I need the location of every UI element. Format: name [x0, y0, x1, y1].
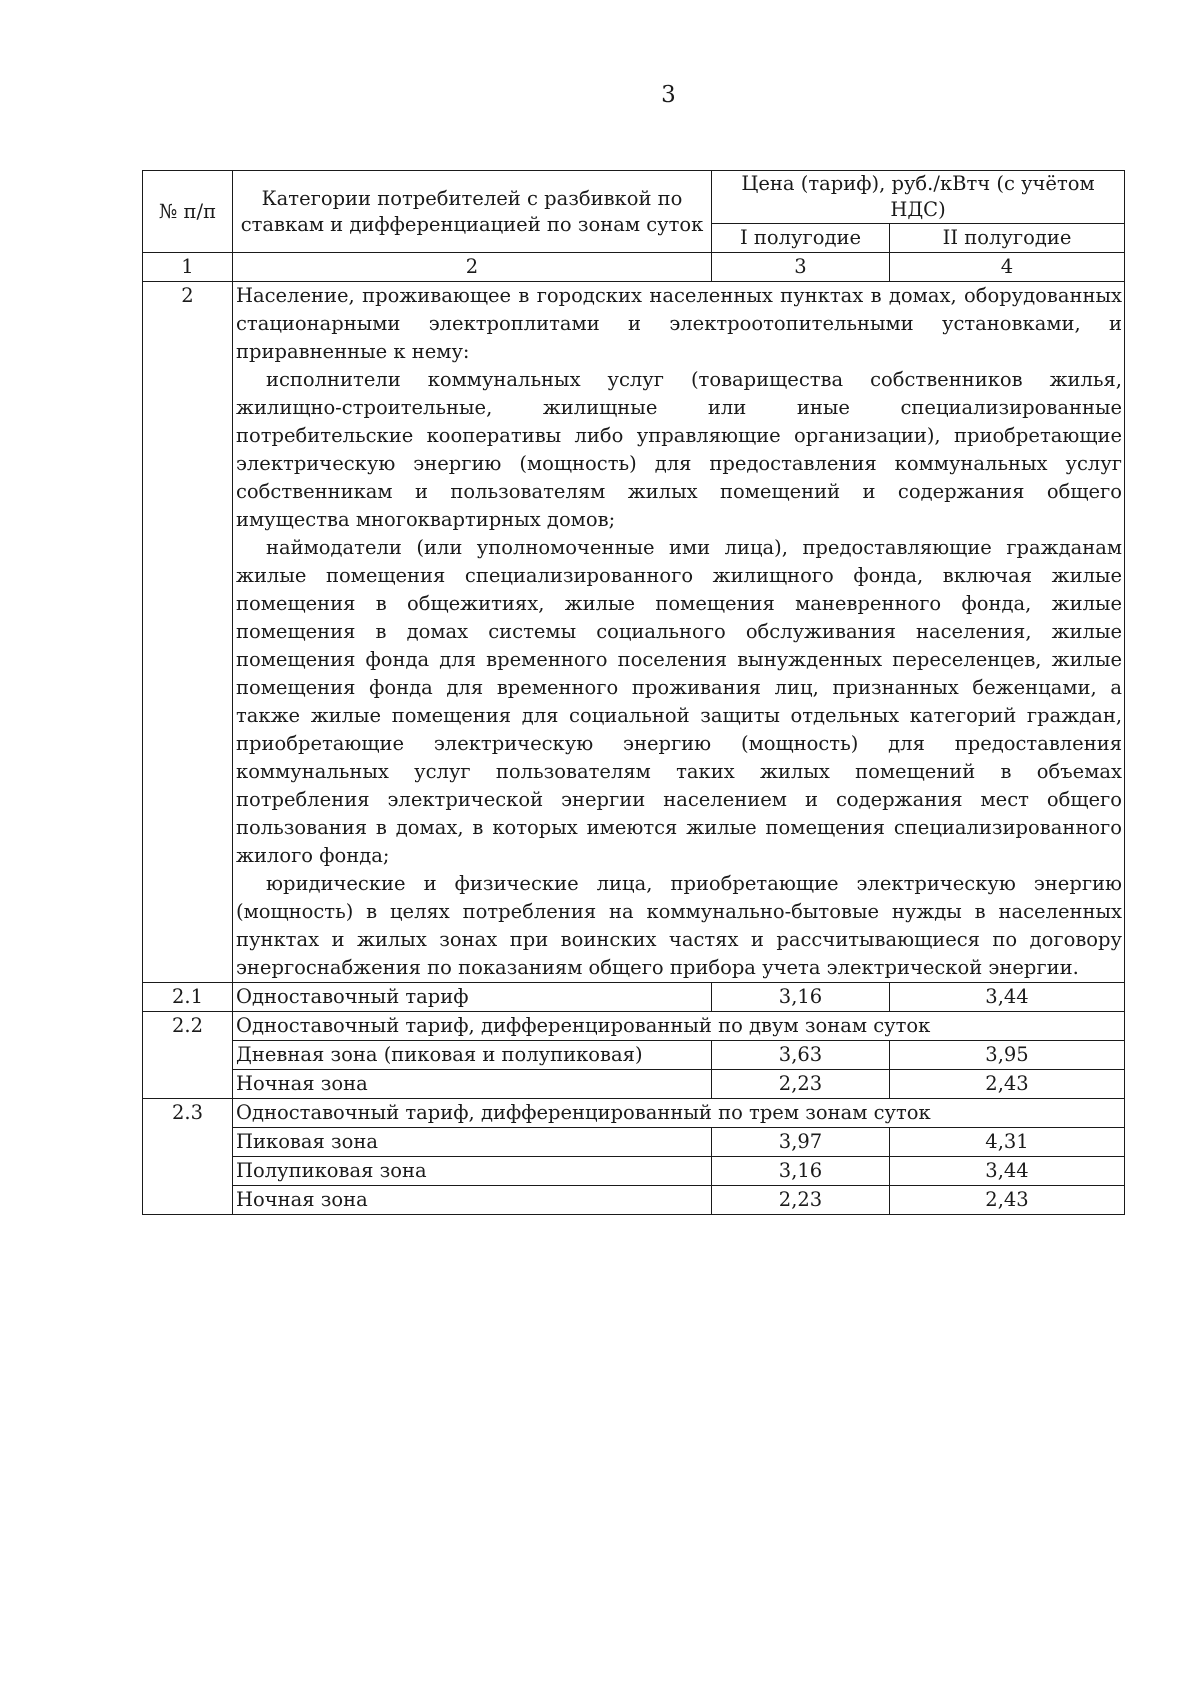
section-paragraph: Население, проживающее в городских населенных пунктах в домах, оборудованных стационарными электроплитами и электроотопительными установками, и приравненные к нему:: [236, 284, 1123, 363]
header-price: Цена (тариф), руб./кВтч (с учётом НДС): [712, 171, 1125, 224]
zone-label: Ночная зона: [233, 1070, 712, 1099]
row-number: 2.1: [143, 983, 233, 1012]
header-half-1: I полугодие: [712, 224, 890, 253]
column-number-row: [143, 253, 1125, 282]
row-label: Одноставочный тариф, дифференцированный по двум зонам суток: [233, 1012, 1125, 1041]
section-paragraph: исполнители коммунальных услуг (товарищества собственников жилья, жилищно-строительные, жилищные или иные специализированные потребительские кооперативы либо управляющие организации), приобретающие электрическую энергию (мощность) для предоставления коммунальных услуг собственникам и пользователям жилых помещений и содержания общего имущества многоквартирных домов;: [236, 368, 1123, 531]
column-number: 2: [233, 253, 712, 282]
zone-row: [143, 1128, 1125, 1157]
zone-row: [143, 1041, 1125, 1070]
table-row: [143, 1012, 1125, 1041]
row-number: 2.2: [143, 1012, 233, 1099]
column-number: 1: [143, 253, 233, 282]
tariff-table: [142, 170, 1125, 1215]
value-half-2: 3,44: [890, 1157, 1125, 1186]
row-label: Одноставочный тариф: [233, 983, 712, 1012]
zone-label: Пиковая зона: [233, 1128, 712, 1157]
value-half-2: 3,95: [890, 1041, 1125, 1070]
zone-label: Ночная зона: [233, 1186, 712, 1215]
section-paragraph: наймодатели (или уполномоченные ими лица), предоставляющие гражданам жилые помещения специализированного жилищного фонда, включая жилые помещения в общежитиях, жилые помещения маневренного фонда, жилые помещения в домах системы социального обслуживания населения, жилые помещения фонда для временного поселения вынужденных переселенцев, жилые помещения фонда для временного проживания лиц, признанных беженцами, а также жилые помещения для социальной защиты отдельных категорий граждан, приобретающие электрическую энергию (мощность) для предоставления коммунальных услуг пользователям таких жилых помещений в объемах потребления электрической энергии населением и содержания мест общего пользования в домах, в которых имеются жилые помещения специализированного жилого фонда;: [236, 536, 1123, 867]
section-number: 2: [143, 282, 233, 983]
section-row: [143, 282, 1125, 983]
value-half-2: 2,43: [890, 1070, 1125, 1099]
value-half-1: 3,97: [712, 1128, 890, 1157]
row-number: 2.3: [143, 1099, 233, 1215]
zone-row: [143, 1157, 1125, 1186]
column-number: 3: [712, 253, 890, 282]
value-half-2: 2,43: [890, 1186, 1125, 1215]
header-number: № п/п: [143, 171, 233, 253]
page-number: 3: [661, 82, 676, 108]
value-half-2: 3,44: [890, 983, 1125, 1012]
section-description: [233, 282, 1125, 983]
zone-row: [143, 1186, 1125, 1215]
table-row: [143, 983, 1125, 1012]
header-row: [143, 171, 1125, 224]
column-number: 4: [890, 253, 1125, 282]
value-half-1: 3,16: [712, 1157, 890, 1186]
value-half-2: 4,31: [890, 1128, 1125, 1157]
value-half-1: 2,23: [712, 1186, 890, 1215]
value-half-1: 3,16: [712, 983, 890, 1012]
zone-label: Дневная зона (пиковая и полупиковая): [233, 1041, 712, 1070]
header-half-2: II полугодие: [890, 224, 1125, 253]
header-category: Категории потребителей с разбивкой по ставкам и дифференциацией по зонам суток: [233, 171, 712, 253]
value-half-1: 3,63: [712, 1041, 890, 1070]
section-paragraph: юридические и физические лица, приобретающие электрическую энергию (мощность) в целях потребления на коммунально-бытовые нужды в населенных пунктах и жилых зонах при воинских частях и рассчитывающиеся по договору энергоснабжения по показаниям общего прибора учета электрической энергии.: [236, 872, 1123, 979]
row-label: Одноставочный тариф, дифференцированный по трем зонам суток: [233, 1099, 1125, 1128]
value-half-1: 2,23: [712, 1070, 890, 1099]
zone-label: Полупиковая зона: [233, 1157, 712, 1186]
zone-row: [143, 1070, 1125, 1099]
table-row: [143, 1099, 1125, 1128]
